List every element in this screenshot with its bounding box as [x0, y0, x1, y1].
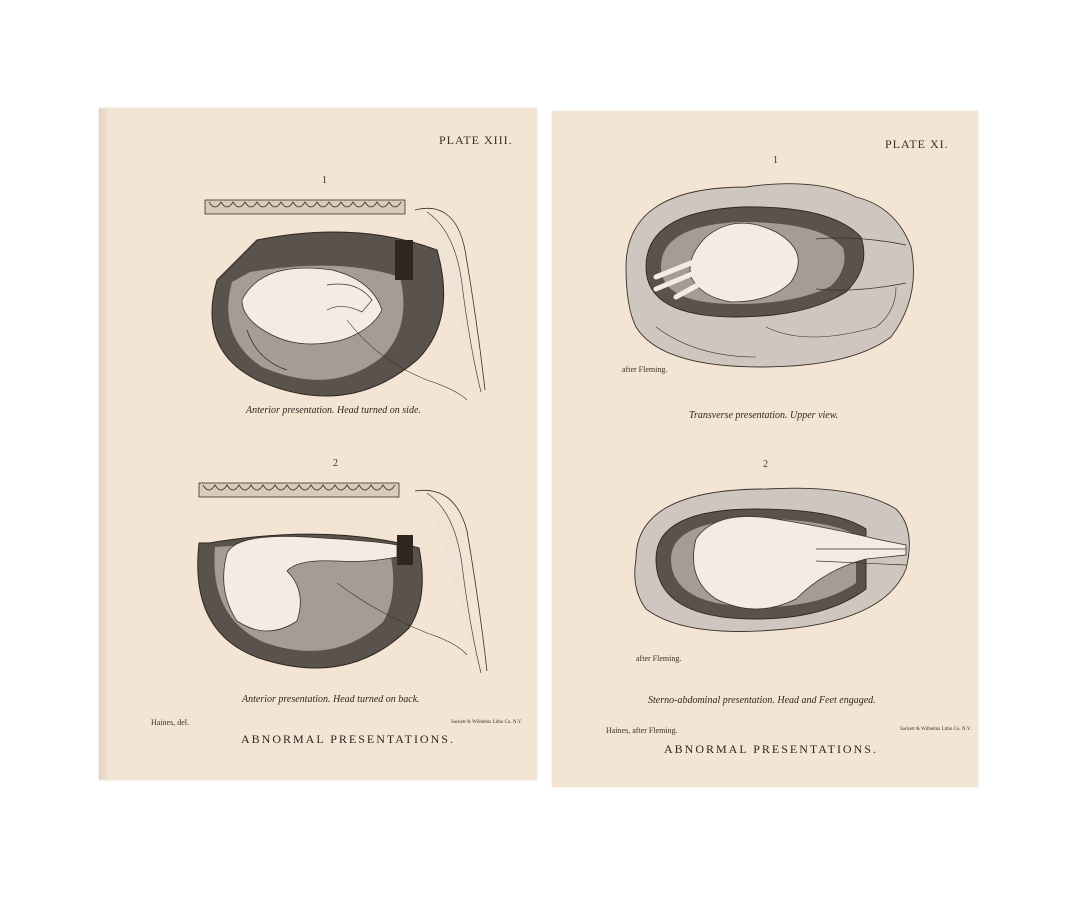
figure-caption: Anterior presentation. Head turned on back. [242, 694, 420, 705]
plate-number: PLATE XI. [885, 137, 949, 151]
figure-number: 2 [763, 459, 768, 470]
plate-title: ABNORMAL PRESENTATIONS. [241, 732, 455, 746]
figure-caption: Transverse presentation. Upper view. [689, 410, 839, 421]
figure-caption: Anterior presentation. Head turned on side. [246, 405, 421, 416]
artist-credit: Haines, after Fleming. [606, 726, 678, 735]
figure-1-illustration [616, 177, 916, 377]
figure-2-illustration [616, 479, 916, 659]
figure-number: 1 [773, 155, 778, 166]
deckle-edge [99, 108, 109, 780]
figure-2-illustration [187, 473, 497, 688]
figure-number: 2 [333, 458, 338, 469]
left-plate [99, 108, 537, 780]
figure-credit: after Fleming. [622, 365, 668, 374]
figure-credit: after Fleming. [636, 654, 682, 663]
plate-title: ABNORMAL PRESENTATIONS. [664, 742, 878, 756]
plate-number: PLATE XIII. [439, 133, 513, 147]
artist-credit: Haines, del. [151, 718, 189, 727]
printer-credit: Sackett & Wilhelms Litho Co. N.Y. [900, 727, 972, 732]
figure-caption: Sterno-abdominal presentation. Head and Feet engaged. [648, 695, 876, 706]
printer-credit: Sackett & Wilhelms Litho Co. N.Y. [451, 720, 523, 725]
figure-1-illustration [187, 190, 497, 405]
right-plate [552, 111, 978, 787]
figure-number: 1 [322, 175, 327, 186]
